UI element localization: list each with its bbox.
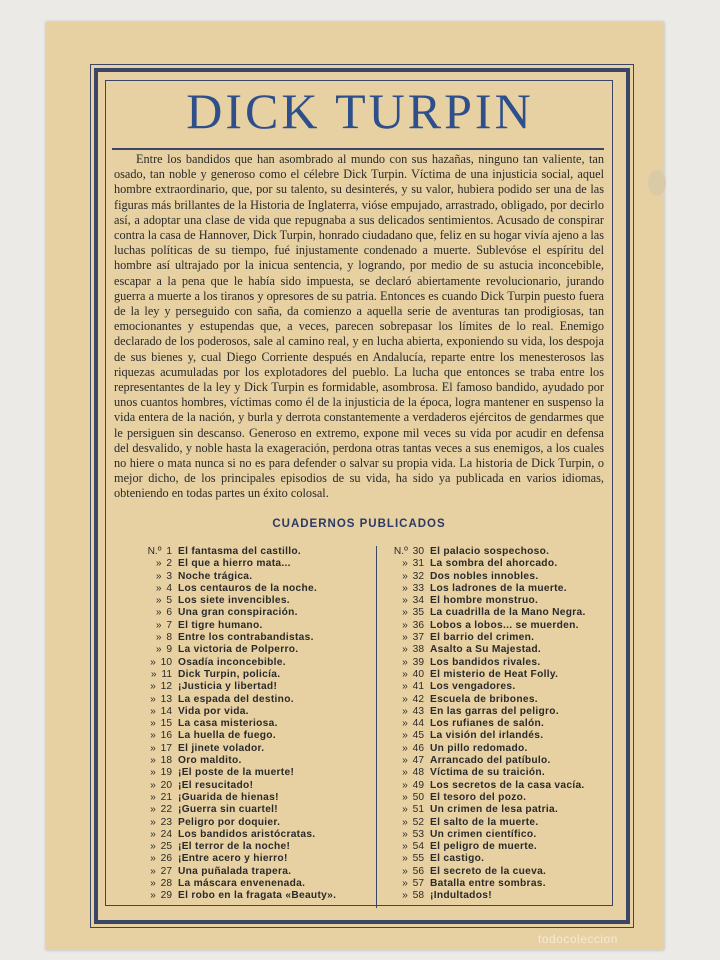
issue-list-item xyxy=(128,817,378,829)
issue-prefix: » xyxy=(402,828,411,840)
issue-list-item xyxy=(128,669,378,681)
issue-prefix: » xyxy=(402,681,411,693)
issue-list-item xyxy=(378,558,606,570)
issue-number xyxy=(378,632,430,644)
issue-prefix: » xyxy=(402,804,411,816)
issue-title: Víctima de su traición. xyxy=(430,767,546,779)
issue-title: ¡Guerra sin cuartel! xyxy=(178,804,278,816)
issue-list-item xyxy=(378,890,606,902)
issue-number-value: 25 xyxy=(160,841,172,853)
issue-title: El peligro de muerte. xyxy=(430,841,538,853)
issue-title: El salto de la muerte. xyxy=(430,816,539,828)
issue-title: Los bandidos rivales. xyxy=(430,656,541,668)
issue-list-item xyxy=(378,878,606,890)
issue-prefix: » xyxy=(402,656,411,668)
issue-title: Osadía inconcebible. xyxy=(178,656,286,668)
issue-title: Noche trágica. xyxy=(178,570,253,582)
issue-number-value: 24 xyxy=(160,828,172,840)
issue-title: El tesoro del pozo. xyxy=(430,791,527,803)
paper-stain xyxy=(648,170,666,196)
issue-number-value: 54 xyxy=(412,841,424,853)
issue-list-item xyxy=(378,780,606,792)
issue-number xyxy=(378,841,430,853)
issue-list-item xyxy=(378,694,606,706)
issue-prefix: » xyxy=(402,668,411,680)
issue-title: La máscara envenenada. xyxy=(178,878,306,890)
issue-prefix: N.º xyxy=(393,546,411,557)
issue-number-value: 9 xyxy=(166,644,172,656)
issue-number-value: 46 xyxy=(412,742,424,754)
issue-prefix: » xyxy=(150,791,159,803)
issue-prefix: » xyxy=(402,865,411,877)
issue-title: El hombre monstruo. xyxy=(430,595,539,607)
issue-title: ¡Guarida de hienas! xyxy=(178,791,279,803)
issue-number-value: 6 xyxy=(166,607,172,619)
issue-title: La casa misteriosa. xyxy=(178,718,278,730)
issue-list-item xyxy=(378,792,606,804)
issue-list-item xyxy=(128,571,378,583)
issue-number-value: 53 xyxy=(412,828,424,840)
issue-prefix: » xyxy=(150,779,159,791)
issue-prefix: » xyxy=(150,693,159,705)
issue-list-item xyxy=(128,681,378,693)
issue-number-value: 43 xyxy=(412,705,424,717)
issue-number xyxy=(378,571,430,583)
issue-list-item xyxy=(128,730,378,742)
issue-list-item xyxy=(128,878,378,890)
issue-prefix: » xyxy=(155,595,165,607)
issue-title: La visión del irlandés. xyxy=(430,730,544,742)
issue-prefix: » xyxy=(402,779,411,791)
issue-number-value: 41 xyxy=(412,681,424,693)
issue-number-value: 39 xyxy=(412,656,424,668)
issue-title: El tigre humano. xyxy=(178,619,263,631)
issue-number xyxy=(378,804,430,816)
issue-number-value: 57 xyxy=(412,878,424,890)
issue-title: ¡El poste de la muerte! xyxy=(178,767,295,779)
title-rule xyxy=(112,148,604,150)
issue-prefix: » xyxy=(402,632,411,644)
issue-number-value: 51 xyxy=(412,804,424,816)
issue-prefix: » xyxy=(150,865,159,877)
issue-title: La sombra del ahorcado. xyxy=(430,558,558,570)
issue-list-item xyxy=(378,583,606,595)
issue-list-item xyxy=(378,866,606,878)
issue-number-value: 30 xyxy=(412,546,424,557)
issue-number xyxy=(128,792,178,804)
issue-title: Dick Turpin, policía. xyxy=(178,668,281,680)
issue-number-value: 42 xyxy=(412,693,424,705)
issue-list-item xyxy=(378,730,606,742)
issue-prefix: » xyxy=(150,656,159,668)
issue-number xyxy=(128,595,178,607)
issue-title: Batalla entre sombras. xyxy=(430,878,546,890)
issue-title: Los centauros de la noche. xyxy=(178,582,318,594)
issue-list-item xyxy=(128,644,378,656)
issue-list-item xyxy=(128,718,378,730)
issue-title: El barrio del crimen. xyxy=(430,632,535,644)
issue-number xyxy=(378,743,430,755)
issue-number xyxy=(378,755,430,767)
issue-title: Los siete invencibles. xyxy=(178,595,290,607)
issue-number xyxy=(378,792,430,804)
issue-number xyxy=(128,804,178,816)
issue-number xyxy=(378,817,430,829)
issue-prefix: » xyxy=(402,705,411,717)
issue-list-item xyxy=(128,620,378,632)
issue-number-value: 2 xyxy=(166,558,172,570)
issue-prefix: » xyxy=(155,570,165,582)
issue-list-item xyxy=(378,607,606,619)
issue-title: ¡Indultados! xyxy=(430,890,492,902)
issue-prefix: » xyxy=(150,730,159,742)
issue-number xyxy=(128,632,178,644)
issues-list-left xyxy=(128,546,378,903)
issue-number-value: 31 xyxy=(412,558,424,570)
issue-title: Los bandidos aristócratas. xyxy=(178,828,316,840)
issue-title: Lobos a lobos... se muerden. xyxy=(430,619,579,631)
issue-number-value: 38 xyxy=(412,644,424,656)
issue-number-value: 17 xyxy=(160,742,172,754)
issue-title: Los secretos de la casa vacía. xyxy=(430,779,585,791)
issue-number xyxy=(378,718,430,730)
issue-number xyxy=(128,866,178,878)
issue-title: Un crimen científico. xyxy=(430,828,537,840)
issue-title: ¡El terror de la noche! xyxy=(178,841,291,853)
issue-title: Los ladrones de la muerte. xyxy=(430,582,567,594)
issue-title: La cuadrilla de la Mano Negra. xyxy=(430,607,586,619)
issue-list-item xyxy=(378,571,606,583)
issue-title: El palacio sospechoso. xyxy=(430,546,550,557)
issue-number-value: 50 xyxy=(412,791,424,803)
issue-prefix: » xyxy=(402,693,411,705)
issue-list-item xyxy=(378,595,606,607)
issue-number xyxy=(128,829,178,841)
issue-list-item xyxy=(128,743,378,755)
issue-title: ¡Justicia y libertad! xyxy=(178,681,278,693)
issue-number-value: 49 xyxy=(412,779,424,791)
issue-title: Dos nobles innobles. xyxy=(430,570,539,582)
issue-number xyxy=(128,890,178,902)
issue-prefix: » xyxy=(402,791,411,803)
issue-list-item xyxy=(128,558,378,570)
issue-number-value: 20 xyxy=(160,779,172,791)
body-paragraph: Entre los bandidos que han asombrado al mundo con sus hazañas, ninguno tan valiente, tan osado, tan noble y generoso como el célebre Dick Turpin. Víctima de una injusticia social, aquel hombre extraordinario, que, por su talento, su desinterés, y su valor, hubiera podido ser una de las figuras más brillantes de la Historia de Inglaterra, vióse empujado, arrastrado, obligado, por decirlo así, a adoptar una clase de vida que repugnaba a sus delicados sentimientos. Acusado de conspirar contra la casa de Hannover, Dick Turpin, honrado ciudadano que, feliz en su hogar vivía ajeno a las luchas políticas de su tiempo, fué injustamente condenado a muerte. Sublevóse el espíritu del hombre así ultrajado por la inicua sentencia, y logrando, por medio de su astucia inconcebible, escapar a la pena que le había sido impuesta, se declaró abiertamente revolucionario, jurando guerra a muerte a los tiranos y opresores de su patria. Entonces es cuando Dick Turpin puesto fuera de la ley y perseguido con saña, da comienzo a aquella serie de aventuras tan prodigiosas, tan emocionantes y estupendas que, a veces, parecen sobrepasar los límites de lo real. Enemigo declarado de los poderosos, sale al camino real, y en lucha abierta, exponiendo su vida, los despoja de sus bienes y, cual Diego Corriente después en Andalucía, reparte entre los menesterosos las riquezas acumuladas por los explotadores del pueblo. La lucha que entonces se traba entre los representantes de la ley y Dick Turpin es formidable, asombrosa. El famoso bandido, ayudado por unos cuantos hombres, víctimas como él de la injusticia de la época, logra mantener en suspenso la vida entera de la nación, y burla y derrota constantemente a verdaderos ejércitos de gendarmes que le persiguen sin descanso. Generoso en extremo, expone mil veces su vida por acudir en defensa del desvalido, y noble hasta la exageración, perdona otras tantas veces a sus enemigos, a los cuales no hiere o mata nunca si no es para defender o salvar su propia vida. La historia de Dick Turpin, o mejor dicho, de los principales episodios de su vida, ha sido ya publicada en varios idiomas, obteniendo en todas partes un éxito colosal. xyxy=(114,152,604,501)
issue-title: En las garras del peligro. xyxy=(430,705,559,717)
issue-list-item xyxy=(128,804,378,816)
issue-prefix: » xyxy=(155,632,165,644)
issue-number xyxy=(128,730,178,742)
issue-prefix: » xyxy=(402,755,411,767)
issue-number xyxy=(128,841,178,853)
issue-list-item xyxy=(378,841,606,853)
issue-prefix: » xyxy=(402,718,411,730)
issue-title: Entre los contrabandistas. xyxy=(178,632,314,644)
issue-prefix: » xyxy=(150,828,159,840)
issue-prefix: » xyxy=(402,853,411,865)
issues-list-right xyxy=(378,546,606,903)
issue-title: Los rufianes de salón. xyxy=(430,718,545,730)
issue-number xyxy=(378,694,430,706)
issue-prefix: » xyxy=(150,767,159,779)
issue-number xyxy=(378,595,430,607)
issue-number-value: 4 xyxy=(166,582,172,594)
issue-number xyxy=(378,878,430,890)
issue-number-value: 11 xyxy=(161,668,172,680)
issue-title: Oro maldito. xyxy=(178,755,242,767)
issue-number xyxy=(378,681,430,693)
issue-number-value: 5 xyxy=(166,595,172,607)
issue-prefix: » xyxy=(150,681,159,693)
issue-number xyxy=(378,829,430,841)
issue-title: ¡Entre acero y hierro! xyxy=(178,853,288,865)
issue-prefix: » xyxy=(150,705,159,717)
issue-number xyxy=(128,743,178,755)
issue-list-item xyxy=(128,632,378,644)
issue-number-value: 14 xyxy=(160,705,172,717)
issue-number xyxy=(378,706,430,718)
issue-title: ¡El resucitado! xyxy=(178,779,254,791)
issue-title: El fantasma del castillo. xyxy=(178,546,301,557)
issue-number xyxy=(128,706,178,718)
issue-number xyxy=(128,607,178,619)
issue-prefix: » xyxy=(402,767,411,779)
issue-number xyxy=(128,669,178,681)
issue-list-item xyxy=(378,546,606,558)
issue-number-value: 18 xyxy=(160,755,172,767)
issue-number xyxy=(378,546,430,558)
issue-list-item xyxy=(378,804,606,816)
issue-prefix: » xyxy=(155,644,165,656)
issue-list-item xyxy=(128,890,378,902)
issue-list-item xyxy=(378,829,606,841)
issue-title: La huella de fuego. xyxy=(178,730,276,742)
issue-prefix: » xyxy=(155,619,165,631)
issue-list-item xyxy=(378,817,606,829)
issue-title: El misterio de Heat Folly. xyxy=(430,668,559,680)
issue-number-value: 15 xyxy=(160,718,172,730)
issue-list-item xyxy=(378,620,606,632)
issue-number xyxy=(128,878,178,890)
issue-number xyxy=(128,780,178,792)
issue-title: Un pillo redomado. xyxy=(430,742,528,754)
watermark: todocoleccion xyxy=(538,932,618,946)
issue-number xyxy=(378,669,430,681)
issue-number xyxy=(378,657,430,669)
issue-title: Arrancado del patíbulo. xyxy=(430,755,551,767)
issue-number-value: 22 xyxy=(160,804,172,816)
issue-list-item xyxy=(128,546,378,558)
issue-number-value: 12 xyxy=(160,681,172,693)
issue-number xyxy=(378,780,430,792)
issue-prefix: » xyxy=(150,718,159,730)
issue-list-item xyxy=(378,755,606,767)
issue-number-value: 36 xyxy=(412,619,424,631)
issue-number xyxy=(378,853,430,865)
issue-number xyxy=(378,866,430,878)
issue-list-item xyxy=(128,841,378,853)
issue-number xyxy=(128,681,178,693)
issue-list-item xyxy=(378,669,606,681)
issue-number xyxy=(378,583,430,595)
issue-number xyxy=(128,583,178,595)
issue-number-value: 19 xyxy=(160,767,172,779)
issue-list-item xyxy=(128,657,378,669)
issue-number xyxy=(128,571,178,583)
issue-number xyxy=(128,620,178,632)
issue-prefix: » xyxy=(155,607,165,619)
issue-prefix: » xyxy=(402,841,411,853)
issue-prefix: » xyxy=(402,742,411,754)
issue-title: El jinete volador. xyxy=(178,742,265,754)
issue-number-value: 16 xyxy=(160,730,172,742)
issue-prefix: » xyxy=(402,878,411,890)
issue-list-item xyxy=(378,767,606,779)
issue-number xyxy=(378,558,430,570)
issue-number-value: 27 xyxy=(160,865,172,877)
issue-prefix: » xyxy=(402,582,411,594)
issue-number-value: 8 xyxy=(166,632,172,644)
issue-title: Una gran conspiración. xyxy=(178,607,298,619)
published-issues-heading: CUADERNOS PUBLICADOS xyxy=(272,518,446,530)
issue-number-value: 37 xyxy=(412,632,424,644)
issue-prefix: » xyxy=(402,816,411,828)
issue-list-item xyxy=(378,743,606,755)
issue-number-value: 1 xyxy=(166,546,172,557)
issue-list-item xyxy=(128,694,378,706)
issue-number-value: 56 xyxy=(412,865,424,877)
issue-list-item xyxy=(128,607,378,619)
issue-number-value: 58 xyxy=(412,890,424,902)
issue-list-item xyxy=(128,792,378,804)
issue-title: Asalto a Su Majestad. xyxy=(430,644,542,656)
issue-number xyxy=(128,718,178,730)
issue-title: La victoria de Polperro. xyxy=(178,644,299,656)
issue-number-value: 32 xyxy=(412,570,424,582)
page-title: DICK TURPIN xyxy=(186,83,534,139)
issue-prefix: » xyxy=(402,619,411,631)
issue-number xyxy=(128,558,178,570)
issue-number xyxy=(128,755,178,767)
issue-number-value: 10 xyxy=(160,656,172,668)
issue-prefix: » xyxy=(150,890,159,902)
issue-list-item xyxy=(378,644,606,656)
issue-title: El robo en la fragata «Beauty». xyxy=(178,890,337,902)
issue-prefix: » xyxy=(150,668,160,680)
issue-prefix: » xyxy=(402,890,411,902)
issue-number-value: 3 xyxy=(166,570,172,582)
issue-title: El que a hierro mata... xyxy=(178,558,291,570)
issue-number-value: 44 xyxy=(412,718,424,730)
issue-number xyxy=(378,607,430,619)
issue-list-item xyxy=(378,706,606,718)
issue-title: El secreto de la cueva. xyxy=(430,865,547,877)
issue-number xyxy=(378,644,430,656)
issue-title: Los vengadores. xyxy=(430,681,516,693)
issue-prefix: » xyxy=(402,558,411,570)
issue-list-item xyxy=(378,853,606,865)
issue-prefix: » xyxy=(155,582,165,594)
issue-list-item xyxy=(378,632,606,644)
issue-number-value: 40 xyxy=(412,668,424,680)
issue-number-value: 48 xyxy=(412,767,424,779)
issue-number xyxy=(128,853,178,865)
issue-title: La espada del destino. xyxy=(178,693,294,705)
issue-number-value: 35 xyxy=(412,607,424,619)
issue-number-value: 29 xyxy=(160,890,172,902)
issue-number-value: 55 xyxy=(412,853,424,865)
issue-number xyxy=(378,730,430,742)
issue-prefix: » xyxy=(402,607,411,619)
issue-list-item xyxy=(128,583,378,595)
issue-prefix: » xyxy=(150,878,159,890)
issue-prefix: » xyxy=(402,730,411,742)
issue-number xyxy=(128,767,178,779)
issue-number xyxy=(128,817,178,829)
issue-prefix: » xyxy=(150,804,159,816)
issue-list-item xyxy=(128,706,378,718)
issue-number-value: 47 xyxy=(412,755,424,767)
issue-list-item xyxy=(128,767,378,779)
issue-title: Escuela de bribones. xyxy=(430,693,538,705)
issue-number xyxy=(128,694,178,706)
issue-number-value: 34 xyxy=(412,595,424,607)
issue-list-item xyxy=(378,681,606,693)
issue-title: Un crimen de lesa patria. xyxy=(430,804,559,816)
issue-prefix: » xyxy=(402,644,411,656)
issue-prefix: » xyxy=(155,558,165,570)
issue-prefix: » xyxy=(402,595,411,607)
issue-list-item xyxy=(128,829,378,841)
issue-number xyxy=(128,657,178,669)
issue-number-value: 52 xyxy=(412,816,424,828)
issue-prefix: » xyxy=(150,841,159,853)
issue-title: El castigo. xyxy=(430,853,485,865)
issue-title: Peligro por doquier. xyxy=(178,816,281,828)
issue-list-item xyxy=(128,755,378,767)
issue-list-item xyxy=(378,657,606,669)
issue-number xyxy=(378,890,430,902)
issue-number-value: 26 xyxy=(160,853,172,865)
issue-number xyxy=(128,644,178,656)
issue-title: Vida por vida. xyxy=(178,705,249,717)
issue-number-value: 13 xyxy=(160,693,172,705)
issue-prefix: N.º xyxy=(147,546,165,557)
issue-number-value: 33 xyxy=(412,582,424,594)
issue-list-item xyxy=(378,718,606,730)
issue-prefix: » xyxy=(402,570,411,582)
issue-number-value: 21 xyxy=(160,791,172,803)
issue-title: Una puñalada trapera. xyxy=(178,865,292,877)
issue-number xyxy=(378,620,430,632)
issue-list-item xyxy=(128,866,378,878)
issue-number-value: 28 xyxy=(160,878,172,890)
issue-number xyxy=(128,546,178,558)
issue-list-item xyxy=(128,595,378,607)
issue-number xyxy=(378,767,430,779)
issue-number-value: 45 xyxy=(412,730,424,742)
issue-prefix: » xyxy=(150,853,159,865)
issue-prefix: » xyxy=(150,816,159,828)
issue-number-value: 23 xyxy=(160,816,172,828)
issue-prefix: » xyxy=(150,755,159,767)
issue-list-item xyxy=(128,853,378,865)
issue-prefix: » xyxy=(150,742,159,754)
issue-number-value: 7 xyxy=(166,619,172,631)
issue-list-item xyxy=(128,780,378,792)
